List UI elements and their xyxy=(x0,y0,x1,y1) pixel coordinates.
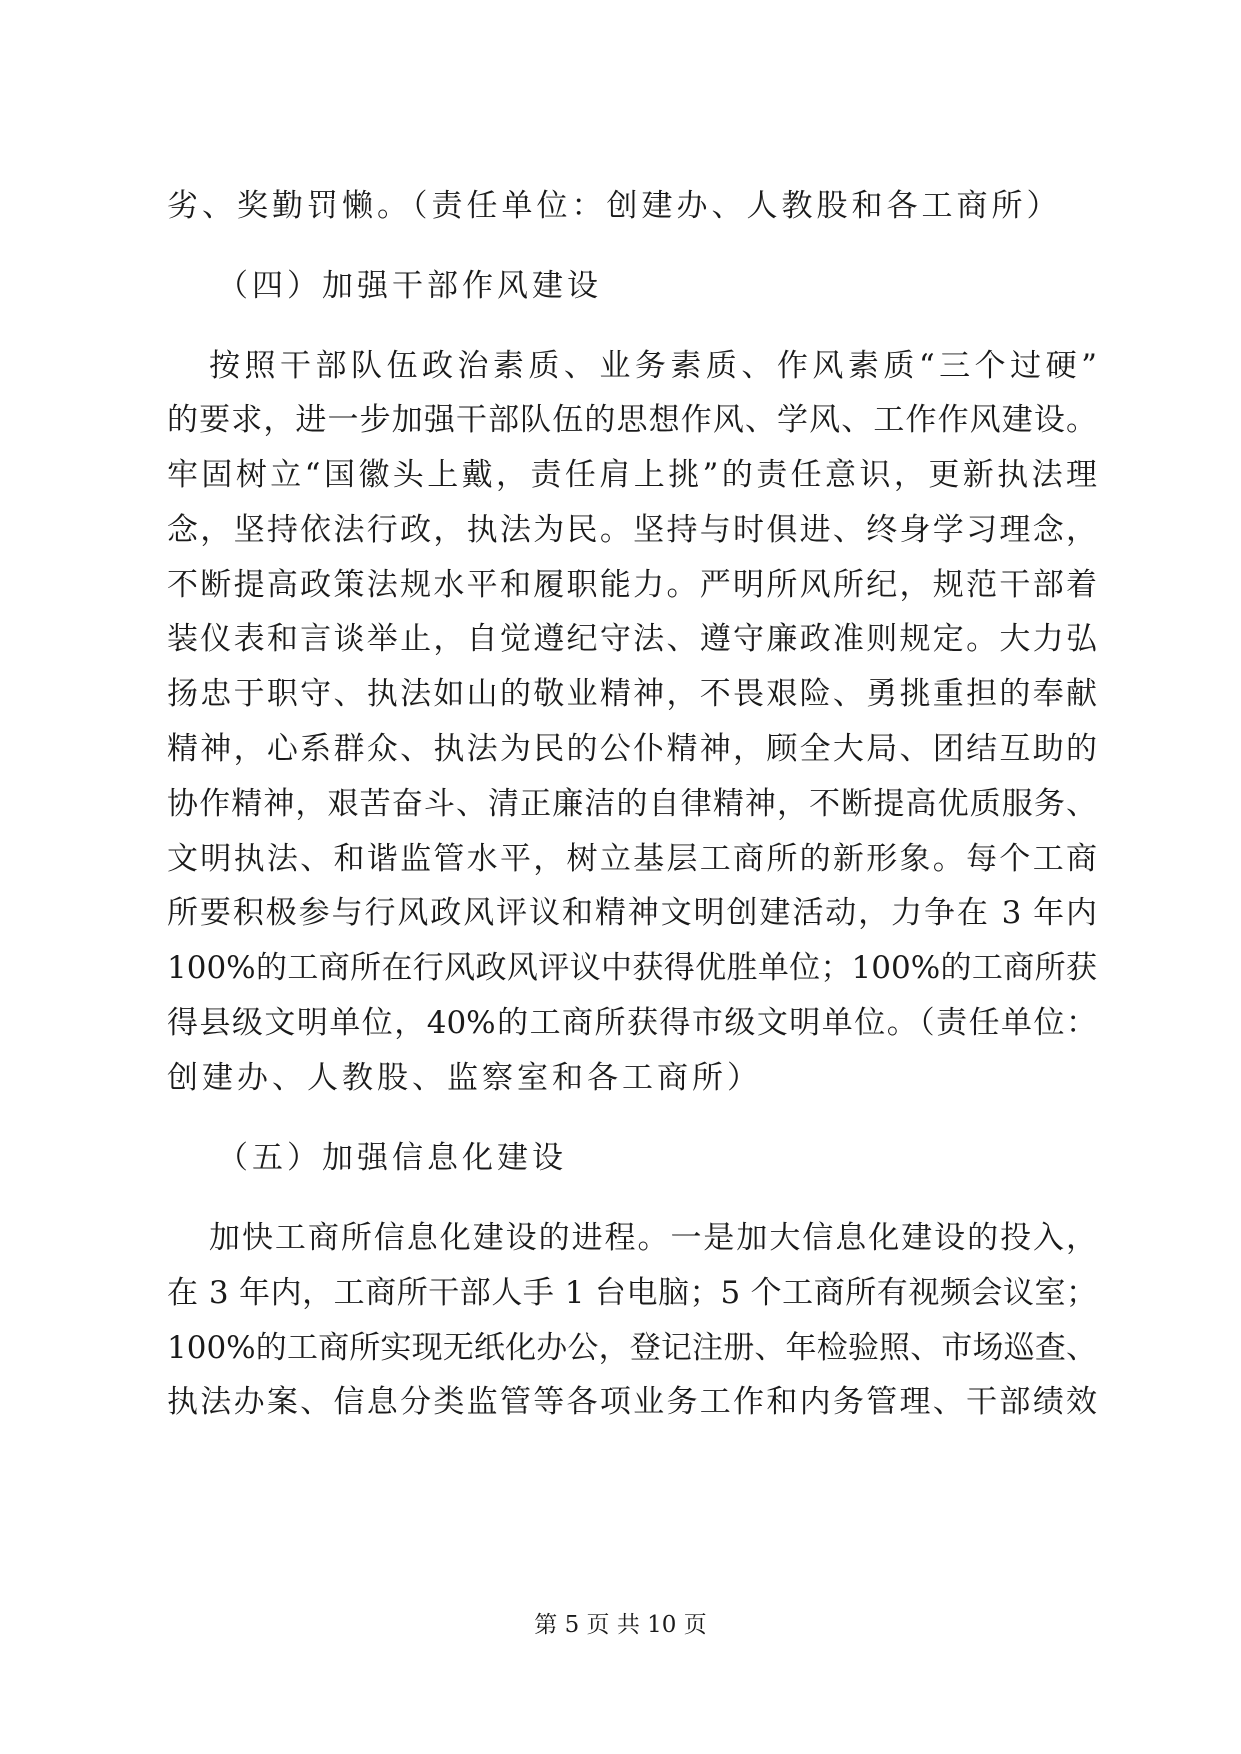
paragraph-line: 的要求，进一步加强干部队伍的思想作风、学风、工作作风建设。 xyxy=(167,402,1097,438)
paragraph-line: 扬忠于职守、执法如山的敬业精神，不畏艰险、勇挑重担的奉献 xyxy=(167,676,1097,712)
paragraph-line: 念，坚持依法行政，执法为民。坚持与时俱进、终身学习理念， xyxy=(167,512,1097,548)
paragraph-line: 不断提高政策法规水平和履职能力。严明所风所纪，规范干部着 xyxy=(167,567,1097,603)
paragraph-line: 100%的工商所实现无纸化办公，登记注册、年检验照、市场巡查、 xyxy=(167,1330,1097,1366)
section-heading: （四）加强干部作风建设 xyxy=(217,268,602,304)
paragraph-line: 所要积极参与行风政风评议和精神文明创建活动，力争在 3 年内 xyxy=(167,895,1097,931)
paragraph-line: 执法办案、信息分类监管等各项业务工作和内务管理、干部绩效 xyxy=(167,1384,1097,1420)
paragraph-line: 创建办、人教股、监察室和各工商所） xyxy=(167,1060,762,1096)
paragraph-line: 按照干部队伍政治素质、业务素质、作风素质“三个过硬” xyxy=(209,348,1097,384)
page-footer: 第 5 页 共 10 页 xyxy=(534,1612,707,1638)
paragraph-line: 得县级文明单位，40%的工商所获得市级文明单位。（责任单位： xyxy=(167,1005,1097,1041)
paragraph-line: 协作精神，艰苦奋斗、清正廉洁的自律精神，不断提高优质服务、 xyxy=(167,786,1097,822)
paragraph-line: 牢固树立“国徽头上戴，责任肩上挑”的责任意识，更新执法理 xyxy=(167,457,1097,493)
paragraph-line: 100%的工商所在行风政风评议中获得优胜单位；100%的工商所获 xyxy=(167,950,1097,986)
paragraph-line: 在 3 年内，工商所干部人手 1 台电脑；5 个工商所有视频会议室； xyxy=(167,1275,1097,1311)
paragraph-line: 装仪表和言谈举止，自觉遵纪守法、遵守廉政准则规定。大力弘 xyxy=(167,621,1097,657)
paragraph-line: 精神，心系群众、执法为民的公仆精神，顾全大局、团结互助的 xyxy=(167,731,1097,767)
paragraph-line: 文明执法、和谐监管水平，树立基层工商所的新形象。每个工商 xyxy=(167,841,1097,877)
paragraph-line: 劣、奖勤罚懒。（责任单位：创建办、人教股和各工商所） xyxy=(167,188,1062,224)
section-heading: （五）加强信息化建设 xyxy=(217,1140,567,1176)
paragraph-line: 加快工商所信息化建设的进程。一是加大信息化建设的投入， xyxy=(209,1220,1097,1256)
